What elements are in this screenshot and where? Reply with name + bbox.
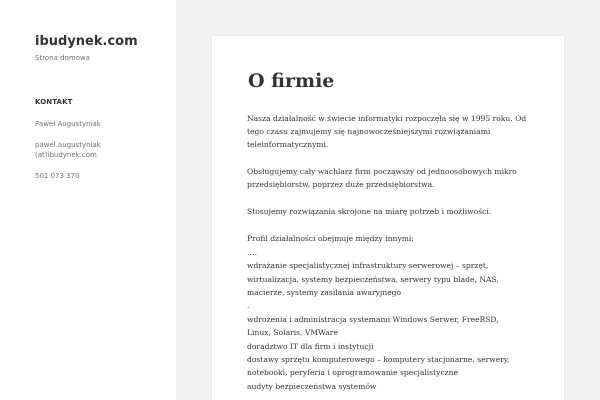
list-line: Linux, Solaris, VMWare [247,328,338,337]
paragraph-line: teleinformatycznymi. [247,140,329,149]
list-line: wdrożenia i administracja systemami Windows Serwer, FreeBSD, [247,315,499,324]
list-line: macierze, systemy zasilania awaryjnego [247,288,402,297]
sidebar [0,0,176,400]
contact-email-line1: pawel.augustyniak [35,141,101,149]
paragraph-line: …. [247,248,258,257]
list-line: wirtualizacja, systemy bezpieczeństwa, serwery typu blade, NAS, [247,275,499,284]
paragraph-line: Nasza działalność w świecie informatyki rozpoczęła się w 1995 roku. Od [247,114,527,123]
list-line: dostawy sprzętu komputerowego – komputery stacjonarne, serwery, [247,355,510,364]
list-line: audyty bezpieczeństwa systemów [247,382,377,391]
site-title-link[interactable]: ibudynek.com [35,34,138,49]
paragraph-line: Stosujemy rozwiązania skrojone na miarę potrzeb i możliwości. [247,207,492,216]
site-description: Strona domowa [35,54,90,62]
paragraph-line: przedsiębiorstw, poprzez duże przedsiębiorstwa. [247,180,435,189]
paragraph-line: tego czasu zajmujemy się najnowocześniejszymi rozwiązaniami [247,127,491,136]
list-line: notebooki, peryferia i oprogramowanie specjalistyczne [247,368,459,377]
list-line: doradztwo IT dla firm i instytucji [247,342,374,351]
list-line: . [247,301,250,310]
contact-widget-title: KONTAKT [35,98,73,106]
page-title: O firmie [248,70,335,92]
paragraph-line: Profil działalności obejmuje między innymi: [247,234,414,243]
contact-name: Paweł Augustyniak [35,120,101,128]
paragraph-line: Obsługujemy cały wachlarz firm począwszy od jednoosobowych mikro [247,167,517,176]
contact-phone: 501 073 370 [35,172,80,180]
contact-email-line2: (at)ibudynek.com [35,151,97,159]
list-line: wdrażanie specjalistycznej infrastruktury serwerowej – sprzęt, [247,261,489,270]
